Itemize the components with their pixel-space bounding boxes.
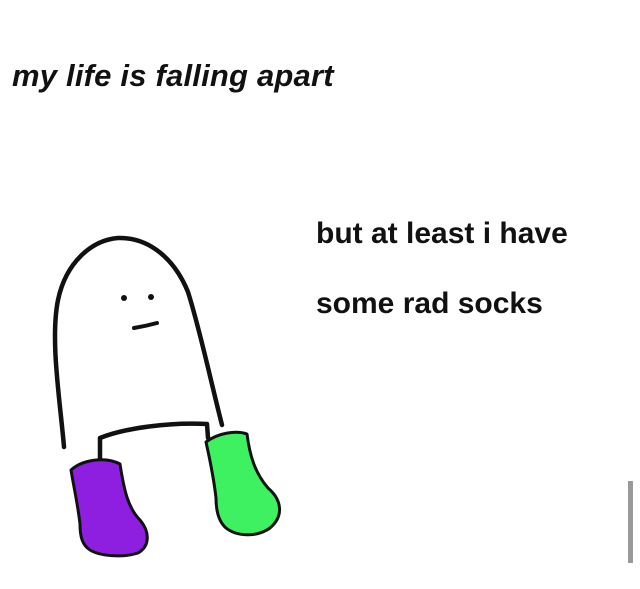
left-sock [71, 460, 147, 556]
left-eye [121, 295, 127, 301]
right-sock [206, 432, 280, 535]
top-caption: my life is falling apart [12, 58, 334, 93]
side-caption-line-1: but at least i have [316, 217, 568, 250]
blob-body [55, 238, 222, 447]
mouth [134, 323, 157, 328]
right-eye [148, 294, 154, 300]
side-caption-line-2: some rad socks [316, 287, 543, 320]
left-leg [100, 424, 208, 460]
edge-artifact [628, 481, 633, 563]
